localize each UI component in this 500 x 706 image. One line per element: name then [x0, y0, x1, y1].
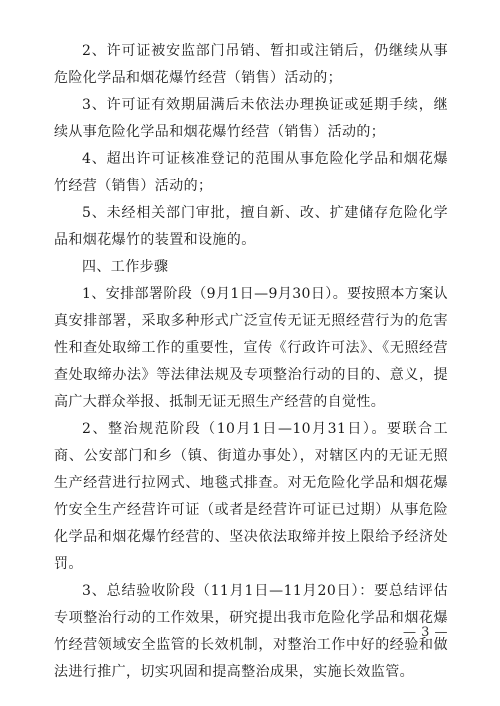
paragraph-item-4: 4、超出许可证核准登记的范围从事危险化学品和烟花爆竹经营（销售）活动的；	[54, 151, 448, 194]
section-heading: 四、工作步骤	[82, 259, 169, 275]
step-paragraph-2: 2、整治规范阶段（10月1日—10月31日）。要联合工商、公安部门和乡（镇、街道办事处），对辖区内的无证无照生产经营进行拉网式、地毯式排查。对无危险化学品和烟花爆竹安全生产经营许可证（或者是经营许可证已过期）从事危险化学品和烟花爆竹经营的、坚决依法取缔并按上限给予经济处罚。	[54, 421, 448, 572]
paragraph-item-2: 2、许可证被安监部门吊销、暂扣或注销后，仍继续从事危险化学品和烟花爆竹经营（销售）活动的；	[54, 43, 448, 86]
document-body	[54, 38, 448, 686]
paragraph-item-5: 5、未经相关部门审批，擅自新、改、扩建储存危险化学品和烟花爆竹的装置和设施的。	[54, 205, 448, 248]
step-paragraph-3: 3、总结验收阶段（11月1日—11月20日）：要总结评估专项整治行动的工作效果，研究提出我市危险化学品和烟花爆竹经营领域安全监管的长效机制，对整治工作中好的经验和做法进行推广，切实巩固和提高整治成果，实施长效监管。	[54, 583, 448, 680]
page-number: — 3 —	[402, 625, 448, 640]
step-paragraph-1: 1、安排部署阶段（9月1日—9月30日）。要按照本方案认真安排部署，采取多种形式广泛宣传无证无照经营行为的危害性和查处取缔工作的重要性，宣传《行政许可法》、《无照经营查处取缔办法》等法律法规及专项整治行动的目的、意义，提高广大群众举报、抵制无证无照生产经营的自觉性。	[54, 286, 448, 410]
paragraph-item-3: 3、许可证有效期届满后未依法办理换证或延期手续，继续从事危险化学品和烟花爆竹经营（销售）活动的；	[54, 97, 448, 140]
